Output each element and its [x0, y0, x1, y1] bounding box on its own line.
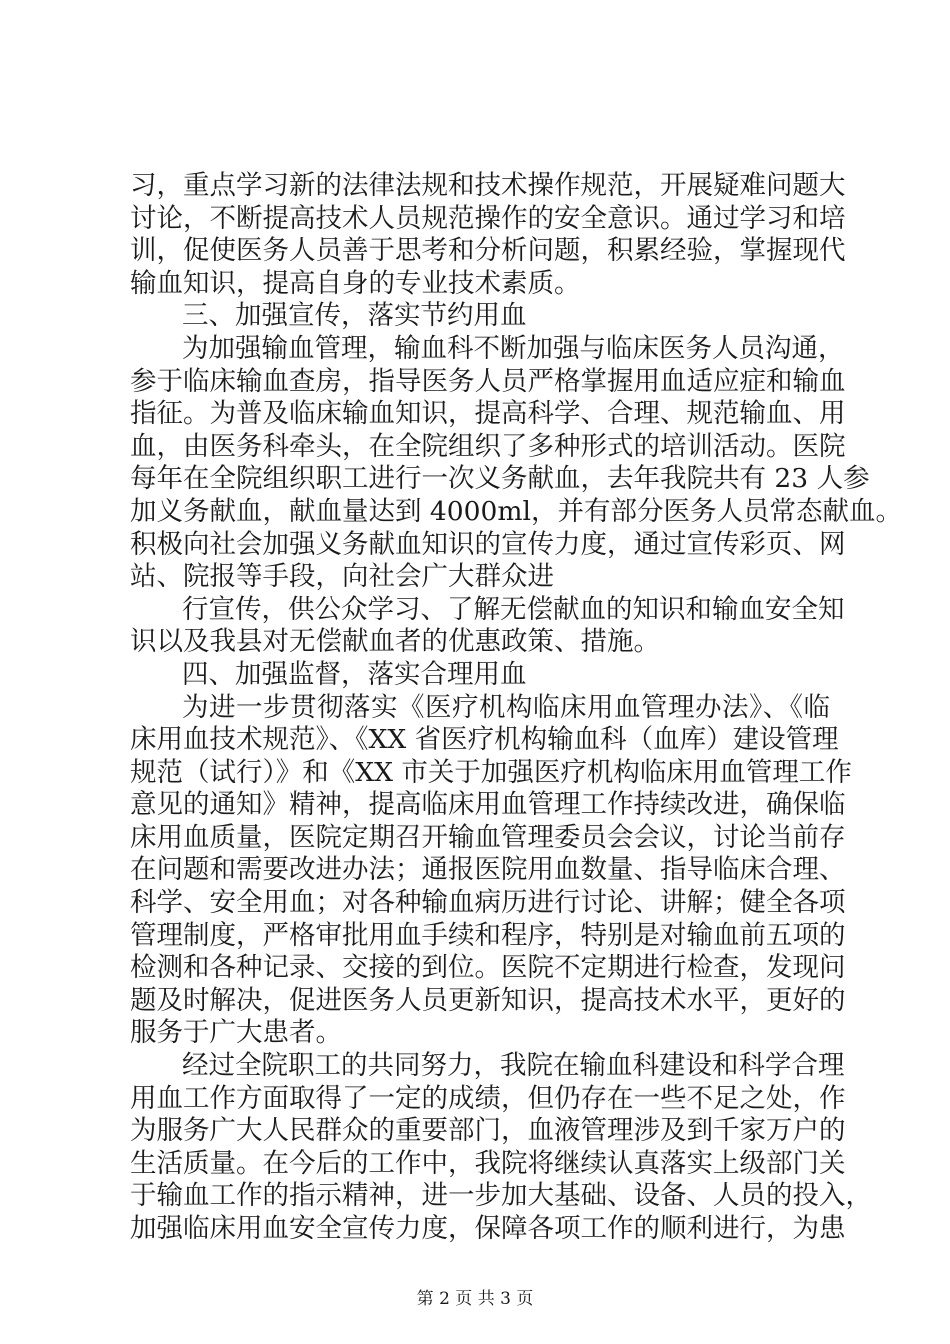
text-line: 题及时解决，促进医务人员更新知识，提高技术水平，更好的	[130, 984, 846, 1016]
text-line: 为加强输血管理，输血科不断加强与临床医务人员沟通，	[182, 332, 845, 364]
text-line: 参于临床输血查房，指导医务人员严格掌握用血适应症和输血	[130, 365, 846, 397]
text-line: 在问题和需要改进办法；通报医院用血数量、指导临床合理、	[130, 854, 846, 886]
text-line: 加强临床用血安全宣传力度，保障各项工作的顺利进行，为患	[130, 1213, 846, 1244]
text-line: 每年在全院组织职工进行一次义务献血，去年我院共有 23 人参	[130, 463, 870, 495]
text-line: 站、院报等手段，向社会广大群众进	[130, 561, 554, 593]
document-body	[130, 170, 902, 1246]
text-line: 为服务广大人民群众的重要部门，血液管理涉及到千家万户的	[130, 1115, 846, 1147]
text-line: 服务于广大患者。	[130, 1017, 342, 1049]
text-line: 识以及我县对无偿献血者的优惠政策、措施。	[130, 626, 660, 658]
text-line: 指征。为普及临床输血知识，提高科学、合理、规范输血、用	[130, 398, 846, 430]
text-line: 科学、安全用血；对各种输血病历进行讨论、讲解；健全各项	[130, 887, 846, 919]
text-line: 行宣传，供公众学习、了解无偿献血的知识和输血安全知	[182, 593, 845, 625]
text-line: 管理制度，严格审批用血手续和程序，特别是对输血前五项的	[130, 919, 846, 951]
page-footer: 第 2 页 共 3 页	[416, 1289, 534, 1309]
text-line: 习，重点学习新的法律法规和技术操作规范，开展疑难问题大	[130, 170, 846, 201]
text-line: 于输血工作的指示精神，进一步加大基础、设备、人员的投入，	[130, 1180, 872, 1212]
text-line: 血，由医务科牵头，在全院组织了多种形式的培训活动。医院	[130, 430, 846, 462]
text-line: 为进一步贯彻落实《医疗机构临床用血管理办法》、《临	[182, 691, 830, 723]
text-line: 床用血质量，医院定期召开输血管理委员会会议，讨论当前存	[130, 821, 846, 853]
text-line: 训，促使医务人员善于思考和分析问题，积累经验，掌握现代	[130, 235, 846, 267]
text-line: 积极向社会加强义务献血知识的宣传力度，通过宣传彩页、网	[130, 528, 846, 560]
text-line: 三、加强宣传，落实节约用血	[182, 300, 527, 332]
text-line: 用血工作方面取得了一定的成绩，但仍存在一些不足之处，作	[130, 1082, 846, 1114]
text-line: 检测和各种记录、交接的到位。医院不定期进行检查，发现问	[130, 952, 846, 984]
text-line: 经过全院职工的共同努力，我院在输血科建设和科学合理	[182, 1050, 845, 1082]
text-line: 生活质量。在今后的工作中，我院将继续认真落实上级部门关	[130, 1147, 846, 1179]
text-line: 四、加强监督，落实合理用血	[182, 658, 527, 690]
text-line: 规范（试行）》和《XX 市关于加强医疗机构临床用血管理工作	[130, 756, 852, 788]
text-line: 意见的通知》精神，提高临床用血管理工作持续改进，确保临	[130, 789, 846, 821]
text-line: 输血知识，提高自身的专业技术素质。	[130, 267, 581, 299]
text-line: 床用血技术规范》、《XX 省医疗机构输血科（血库）建设管理	[130, 724, 839, 756]
text-line: 讨论，不断提高技术人员规范操作的安全意识。通过学习和培	[130, 202, 846, 234]
text-line: 加义务献血，献血量达到 4000ml，并有部分医务人员常态献血。	[130, 495, 902, 527]
